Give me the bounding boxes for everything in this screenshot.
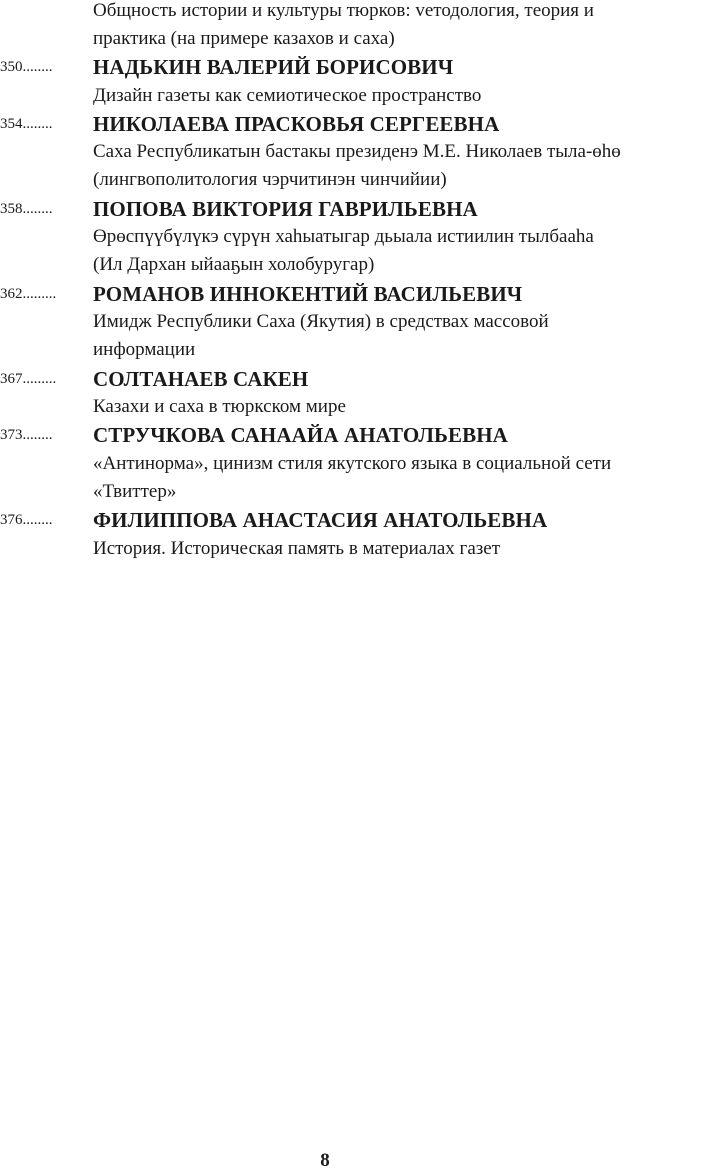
entry-author: СТРУЧКОВА САНААЙА АНАТОЛЬЕВНА — [93, 423, 508, 447]
toc-entry-header — [0, 195, 708, 223]
entry-title-line: Дизайн газеты как семиотическое пространство — [93, 85, 482, 106]
entry-title-line: Саха Республикатын бастакы президенэ М.Е. Николаев тыла-өһө — [93, 141, 621, 162]
toc-entry-header — [0, 506, 708, 534]
entry-page-ref: 358........ — [0, 201, 53, 217]
toc-entry-title — [0, 393, 708, 421]
entry-author: РОМАНОВ ИННОКЕНТИЙ ВАСИЛЬЕВИЧ — [93, 282, 523, 306]
entry-page-ref: 373........ — [0, 427, 53, 443]
entry-author: ПОПОВА ВИКТОРИЯ ГАВРИЛЬЕВНА — [93, 197, 478, 221]
toc-entry-header — [0, 280, 708, 308]
entry-page-ref: 367......... — [0, 371, 57, 387]
toc-entry-header — [0, 365, 708, 393]
toc-entry-header — [0, 110, 708, 138]
entry-page-ref: 354........ — [0, 116, 53, 132]
toc-entry-title — [0, 223, 708, 251]
toc-entry-title — [0, 478, 708, 506]
toc-entry-title — [0, 166, 708, 194]
entry-title-line: (лингвополитология чэрчитинэн чинчийии) — [93, 169, 447, 190]
entry-author: ФИЛИППОВА АНАСТАСИЯ АНАТОЛЬЕВНА — [93, 508, 548, 532]
page-number: 8 — [320, 1150, 330, 1171]
entry-title-line: Имидж Республики Саха (Якутия) в средствах массовой — [93, 311, 549, 332]
entry-title-line: История. Историческая память в материалах газет — [93, 538, 501, 559]
toc-entry-title — [0, 535, 708, 563]
entry-author: НАДЬКИН ВАЛЕРИЙ БОРИСОВИЧ — [93, 55, 454, 79]
toc-entry-title — [0, 82, 708, 110]
toc-entry-title — [0, 450, 708, 478]
toc-entry-header — [0, 53, 708, 81]
entry-title-line: «Твиттер» — [93, 481, 177, 502]
entry-title-line: информации — [93, 339, 196, 360]
toc-continued-line — [0, 0, 708, 25]
entry-author: НИКОЛАЕВА ПРАСКОВЬЯ СЕРГЕЕВНА — [93, 112, 500, 136]
entry-title-line: «Антинорма», цинизм стиля якутского языка в социальной сети — [93, 453, 612, 474]
toc-continued-line — [0, 25, 708, 53]
entry-title-line: Общность истории и культуры тюрков: vетодология, теория и — [93, 0, 594, 21]
toc-entry-title — [0, 308, 708, 336]
entry-title-line: Өрөспүүбүлүкэ сүрүн хаһыатыгар дьыала истиилин тылбааһа — [93, 226, 594, 247]
entry-title-line: Казахи и саха в тюркском мире — [93, 396, 346, 417]
entry-page-ref: 376........ — [0, 512, 53, 528]
toc-entry-title — [0, 138, 708, 166]
entry-page-ref: 362......... — [0, 286, 57, 302]
entry-author: СОЛТАНАЕВ САКЕН — [93, 367, 309, 391]
toc-entry-title — [0, 336, 708, 364]
entry-page-ref: 350........ — [0, 59, 53, 75]
toc-entry-header — [0, 421, 708, 449]
entry-title-line: практика (на примере казахов и саха) — [93, 28, 395, 49]
toc-entry-title — [0, 251, 708, 279]
entry-title-line: (Ил Дархан ыйааҕын холобуругар) — [93, 254, 375, 275]
